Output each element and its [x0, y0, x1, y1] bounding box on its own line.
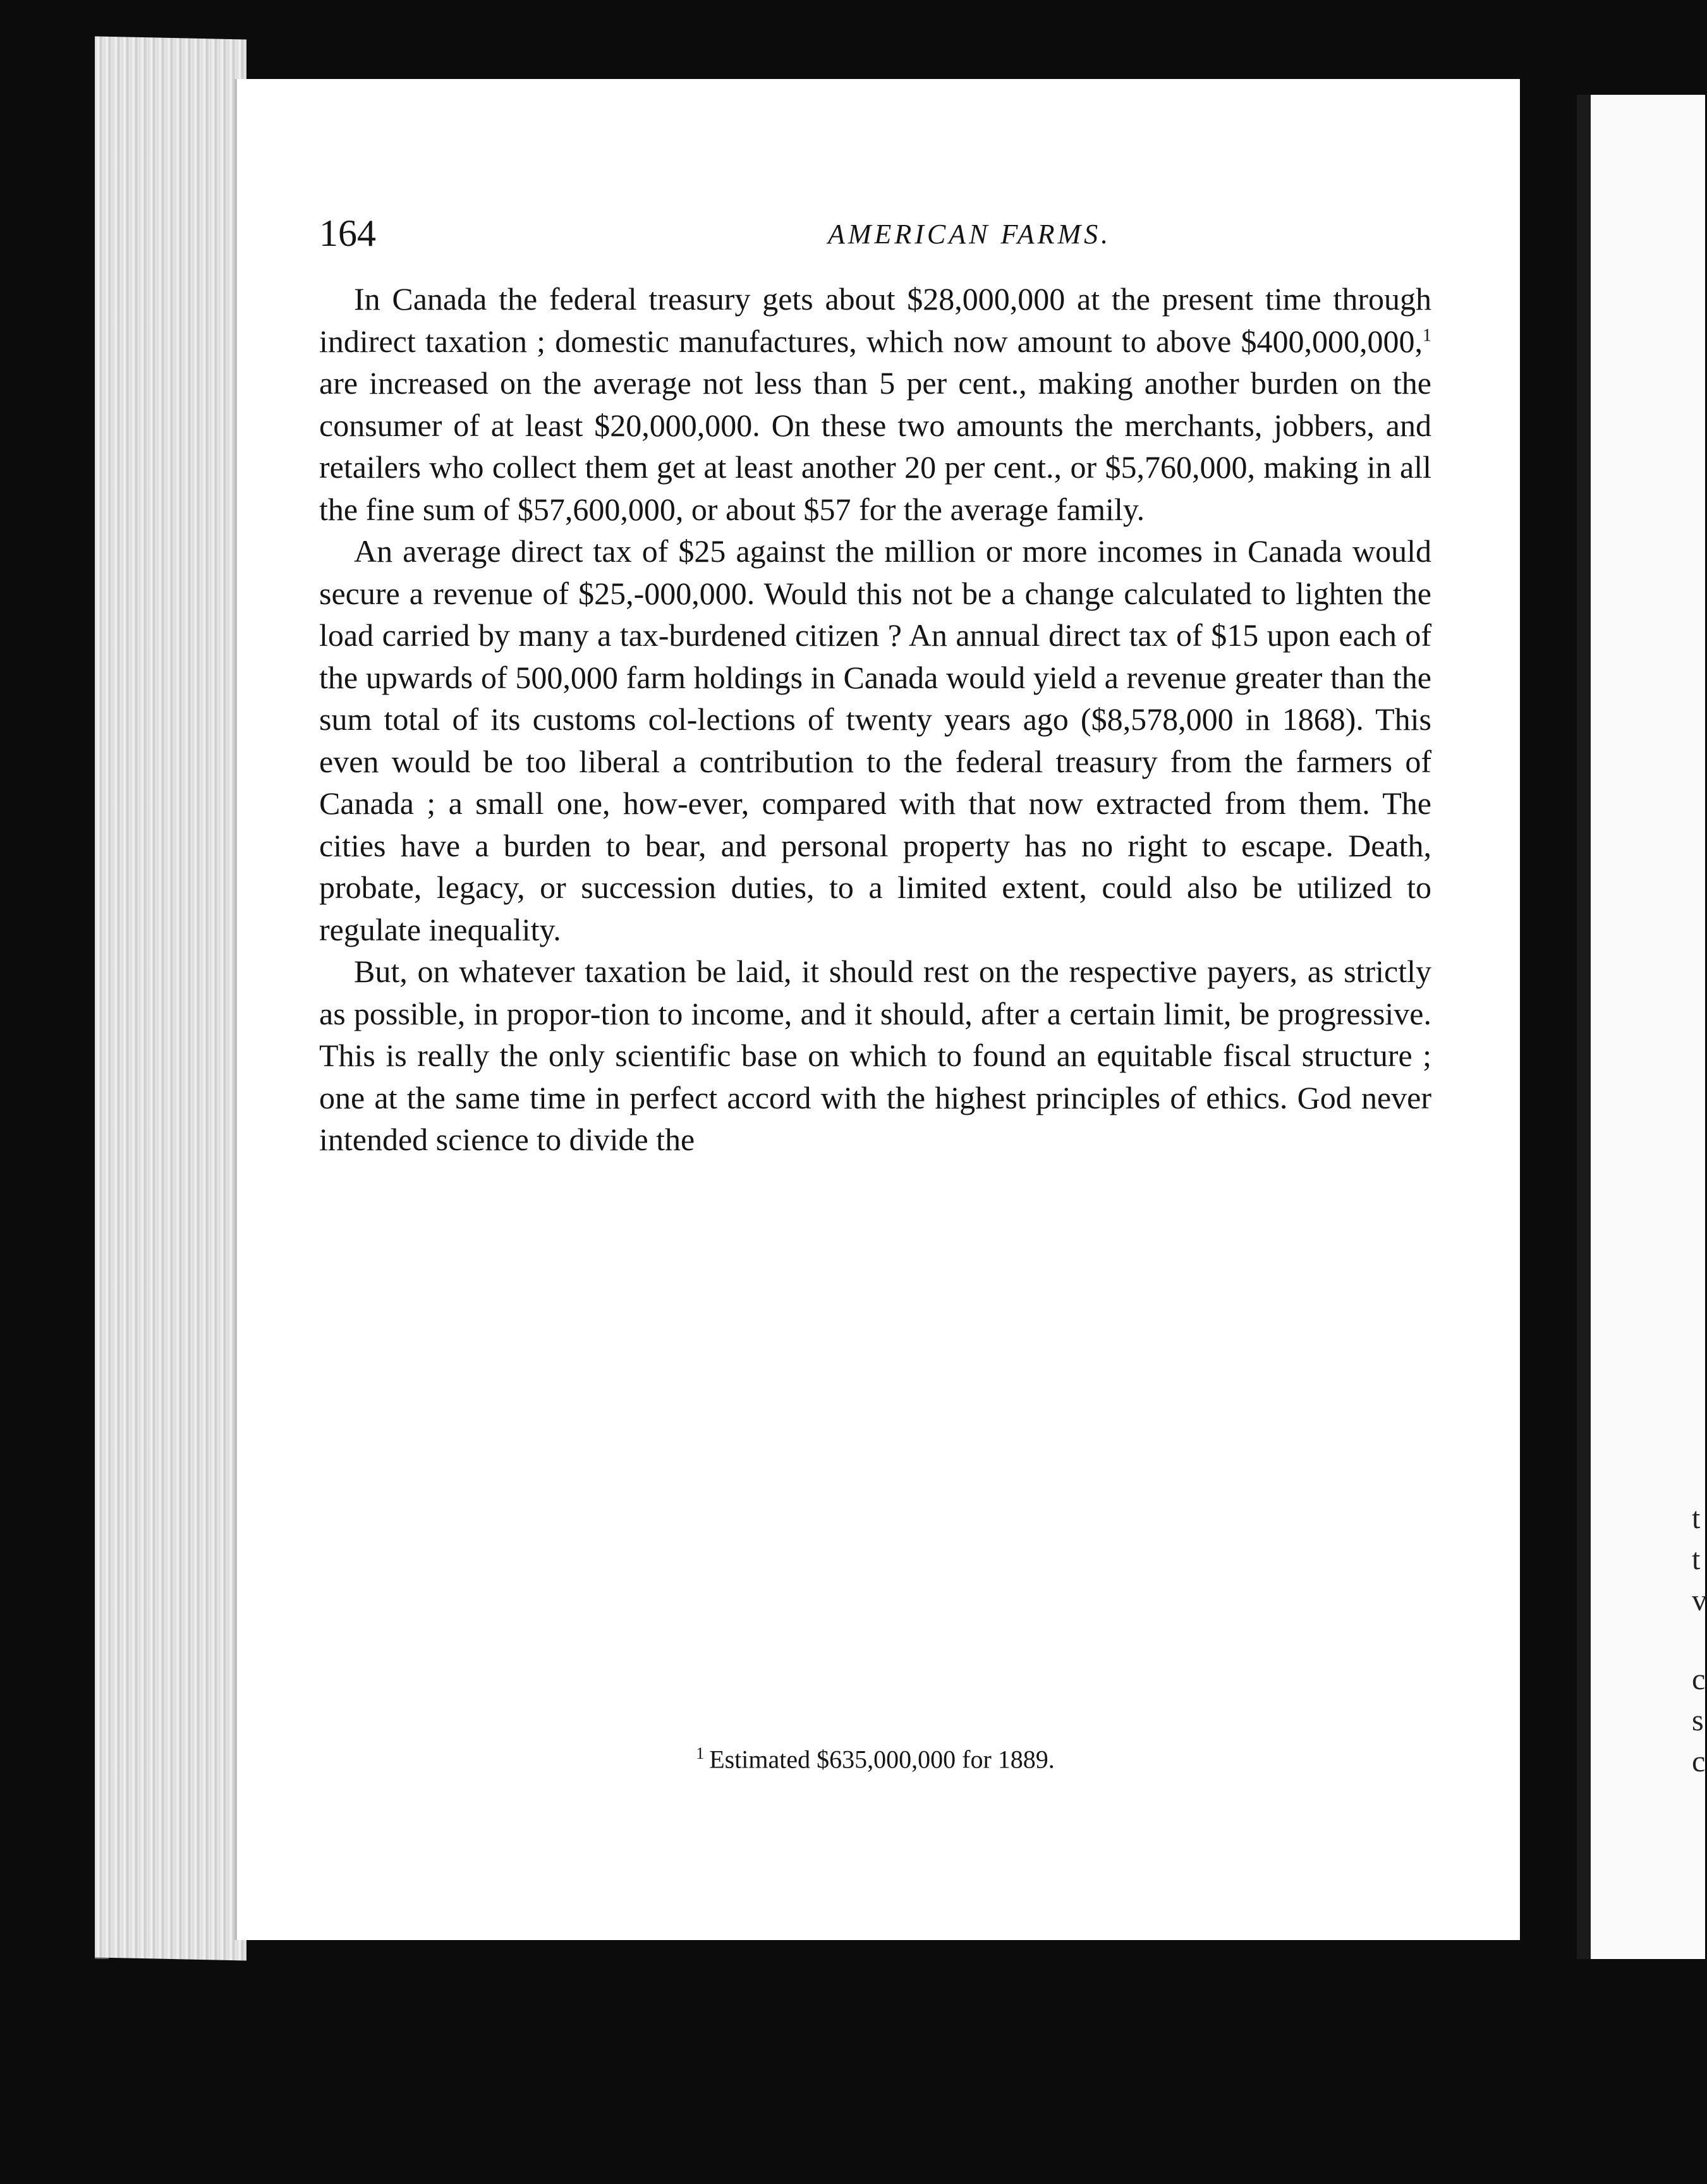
- page-number: 164: [319, 212, 376, 254]
- facing-page: [1577, 95, 1705, 1959]
- facing-page-fragment: t: [1692, 1543, 1701, 1576]
- facing-page-fragment: v: [1692, 1584, 1707, 1617]
- facing-page-fragment: c: [1692, 1663, 1706, 1696]
- paragraph: [319, 278, 1431, 530]
- paragraph: An average direct tax of $25 against the million or more incomes in Canada would secure a revenue of $25,-000,000. Would this not be a change calculated to lighten the load carried by many a tax-burdened citizen ? An annual direct tax of $15 upon each of the upwards of 500,000 farm holdings in Canada would yield a revenue greater than the sum total of its customs col-lections of twenty years ago ($8,578,000 in 1868). This even would be too liberal a contribution to the federal treasury from the farmers of Canada ; a small one, how-ever, compared with that now extracted from them. The cities have a burden to bear, and personal property has no right to escape. Death, probate, legacy, or succession duties, to a limited extent, could also be utilized to regulate inequality.: [319, 533, 1431, 947]
- footnote-reference: 1: [1423, 325, 1431, 345]
- page-edges: [95, 36, 246, 1960]
- footnote: [319, 1744, 1431, 1774]
- footnote-mark: 1: [696, 1744, 705, 1762]
- facing-page-fragment: c: [1692, 1745, 1706, 1778]
- paragraph-text: In Canada the federal treasury gets about $28,000,000 at the present time through indirect taxation ; domestic manufactures, which now amount to above $400,000,000,: [319, 281, 1431, 359]
- running-head: [0, 212, 1691, 262]
- paragraph-text: are increased on the average not less than 5 per cent., making another burden on the consumer of at least $20,000,000. On these two amounts the merchants, jobbers, and retailers who collect them get at least another 20 per cent., or $5,760,000, making in all the fine sum of $57,600,000, or about $57 for the average family.: [319, 365, 1431, 527]
- running-title: AMERICAN FARMS.: [828, 219, 1112, 250]
- paragraph: But, on whatever taxation be laid, it should rest on the respective payers, as strictly as possible, in propor-tion to income, and it should, after a certain limit, be progressive. This is really the only scientific base on which to found an equitable fiscal structure ; one at the same time in perfect accord with the highest principles of ethics. God never intended science to divide the: [319, 954, 1431, 1157]
- body-text: [319, 278, 1431, 1161]
- footnote-text: Estimated $635,000,000 for 1889.: [709, 1745, 1055, 1774]
- facing-page-fragment: s: [1692, 1704, 1704, 1737]
- facing-page-fragment: t: [1692, 1502, 1701, 1535]
